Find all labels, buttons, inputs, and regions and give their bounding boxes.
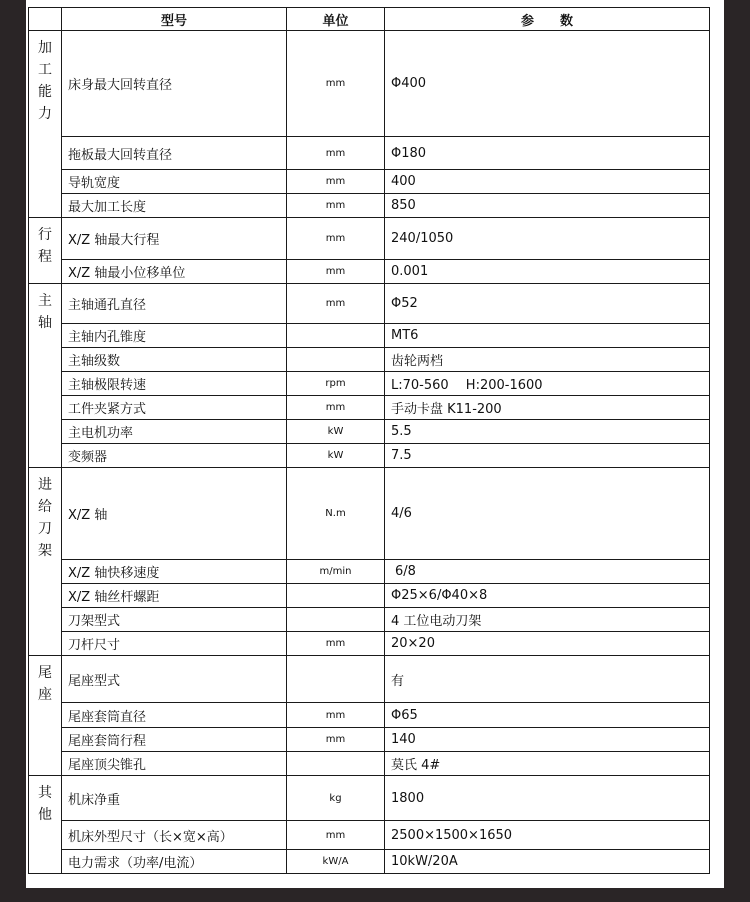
header-unit: 单位 (287, 8, 385, 31)
table-row (29, 703, 710, 728)
spec-name: 机床外型尺寸（长×宽×高） (62, 821, 287, 850)
spec-unit: mm (287, 821, 385, 850)
spec-value: 莫氏 4# (385, 752, 710, 776)
spec-name: 拖板最大回转直径 (62, 137, 287, 170)
spec-body (29, 31, 710, 874)
spec-unit: kW/A (287, 850, 385, 874)
spec-unit: mm (287, 260, 385, 284)
category-cell (29, 468, 62, 656)
spec-name: 尾座顶尖锥孔 (62, 752, 287, 776)
spec-unit: mm (287, 632, 385, 656)
spec-name: 主轴内孔锥度 (62, 324, 287, 348)
spec-name: 刀架型式 (62, 608, 287, 632)
spec-value: 20×20 (385, 632, 710, 656)
spec-unit: kW (287, 444, 385, 468)
spec-value: 1800 (385, 776, 710, 821)
spec-name: 主轴级数 (62, 348, 287, 372)
header-model: 型号 (62, 8, 287, 31)
category-cell (29, 218, 62, 284)
spec-value: Φ400 (385, 31, 710, 137)
category-label: 尾座 (38, 665, 52, 703)
spec-value: 手动卡盘 K11-200 (385, 396, 710, 420)
table-row (29, 218, 710, 260)
spec-name: 机床净重 (62, 776, 287, 821)
spec-value: 2500×1500×1650 (385, 821, 710, 850)
table-row (29, 584, 710, 608)
table-row (29, 194, 710, 218)
spec-value: Φ180 (385, 137, 710, 170)
category-label: 加工能力 (38, 40, 52, 122)
spec-unit: mm (287, 137, 385, 170)
spec-unit (287, 324, 385, 348)
spec-name: 主轴通孔直径 (62, 284, 287, 324)
category-label: 进给刀架 (38, 477, 52, 559)
table-row (29, 776, 710, 821)
spec-name: 床身最大回转直径 (62, 31, 287, 137)
spec-name: 尾座套筒直径 (62, 703, 287, 728)
header-row (29, 8, 710, 31)
table-row (29, 31, 710, 137)
spec-value: Φ52 (385, 284, 710, 324)
category-label: 主轴 (38, 293, 52, 331)
spec-name: 尾座型式 (62, 656, 287, 703)
table-row (29, 850, 710, 874)
spec-name: 最大加工长度 (62, 194, 287, 218)
table-row (29, 137, 710, 170)
spec-unit: rpm (287, 372, 385, 396)
spec-name: X/Z 轴最大行程 (62, 218, 287, 260)
spec-name: 尾座套筒行程 (62, 728, 287, 752)
spec-name: 工件夹紧方式 (62, 396, 287, 420)
spec-value: 4 工位电动刀架 (385, 608, 710, 632)
header-params: 参 数 (385, 8, 710, 31)
table-row (29, 372, 710, 396)
table-row (29, 444, 710, 468)
table-row (29, 284, 710, 324)
spec-value: 240/1050 (385, 218, 710, 260)
table-row (29, 560, 710, 584)
spec-name: 导轨宽度 (62, 170, 287, 194)
spec-value: 10kW/20A (385, 850, 710, 874)
spec-name: 主轴极限转速 (62, 372, 287, 396)
spec-value: 4/6 (385, 468, 710, 560)
table-row (29, 396, 710, 420)
spec-value: 5.5 (385, 420, 710, 444)
table-row (29, 728, 710, 752)
table-row (29, 608, 710, 632)
spec-unit (287, 348, 385, 372)
spec-value: Φ25×6/Φ40×8 (385, 584, 710, 608)
category-cell (29, 31, 62, 218)
table-row (29, 420, 710, 444)
spec-value: 0.001 (385, 260, 710, 284)
spec-name: X/Z 轴 (62, 468, 287, 560)
spec-value: 850 (385, 194, 710, 218)
spec-value: 6/8 (385, 560, 710, 584)
spec-unit: kg (287, 776, 385, 821)
table-row (29, 348, 710, 372)
table-row (29, 170, 710, 194)
spec-unit (287, 656, 385, 703)
spec-unit: mm (287, 396, 385, 420)
spec-sheet (26, 0, 724, 888)
category-cell (29, 284, 62, 468)
spec-name: X/Z 轴丝杆螺距 (62, 584, 287, 608)
table-row (29, 752, 710, 776)
table-row (29, 656, 710, 703)
table-row (29, 468, 710, 560)
spec-unit: mm (287, 170, 385, 194)
table-row (29, 821, 710, 850)
category-cell (29, 776, 62, 874)
spec-unit: mm (287, 31, 385, 137)
spec-unit (287, 584, 385, 608)
spec-value: 7.5 (385, 444, 710, 468)
spec-value: 有 (385, 656, 710, 703)
table-row (29, 260, 710, 284)
spec-value: MT6 (385, 324, 710, 348)
spec-value: Φ65 (385, 703, 710, 728)
spec-unit: mm (287, 703, 385, 728)
spec-unit: mm (287, 194, 385, 218)
spec-name: X/Z 轴最小位移单位 (62, 260, 287, 284)
spec-name: 刀杆尺寸 (62, 632, 287, 656)
spec-value: 140 (385, 728, 710, 752)
spec-name: 电力需求（功率/电流） (62, 850, 287, 874)
spec-unit: mm (287, 728, 385, 752)
table-row (29, 632, 710, 656)
category-label: 其他 (38, 785, 52, 823)
spec-name: 变频器 (62, 444, 287, 468)
spec-value: 齿轮两档 (385, 348, 710, 372)
spec-unit: N.m (287, 468, 385, 560)
spec-unit: mm (287, 284, 385, 324)
spec-name: X/Z 轴快移速度 (62, 560, 287, 584)
category-label: 行程 (38, 227, 52, 265)
spec-unit (287, 752, 385, 776)
table-row (29, 324, 710, 348)
spec-unit: mm (287, 218, 385, 260)
spec-unit: m/min (287, 560, 385, 584)
spec-value: 400 (385, 170, 710, 194)
header-category (29, 8, 62, 31)
spec-table (28, 7, 710, 874)
spec-unit: kW (287, 420, 385, 444)
spec-value: L:70-560 H:200-1600 (385, 372, 710, 396)
category-cell (29, 656, 62, 776)
spec-unit (287, 608, 385, 632)
spec-name: 主电机功率 (62, 420, 287, 444)
